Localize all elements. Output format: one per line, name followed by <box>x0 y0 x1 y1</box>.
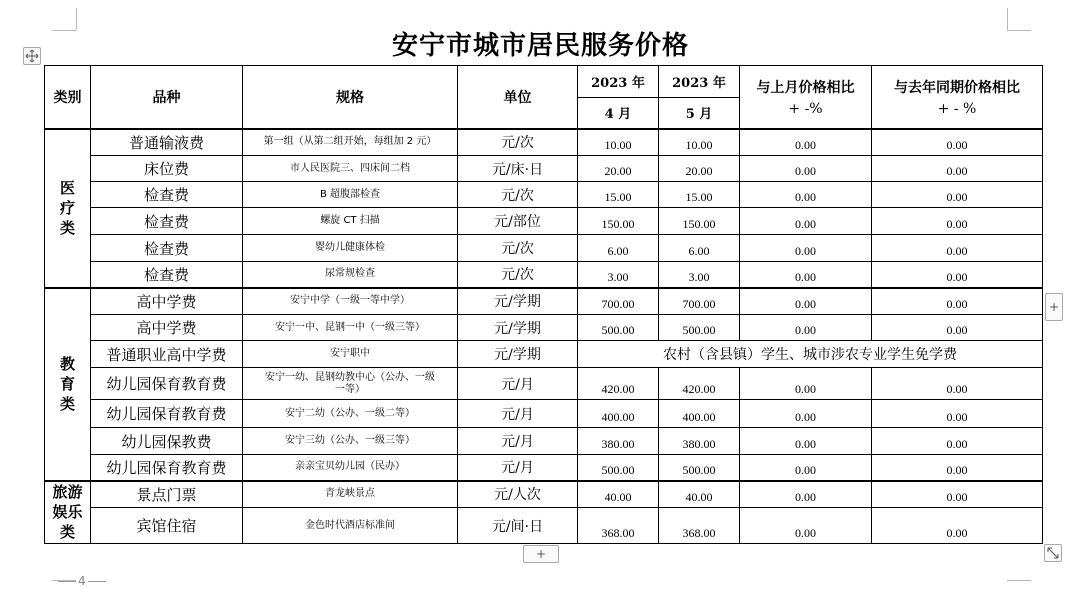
table-row <box>45 481 1043 508</box>
cell-yoy: 0.00 <box>872 235 1043 262</box>
table-row <box>45 508 1043 544</box>
cell-item: 高中学费 <box>91 315 243 341</box>
add-column-button[interactable]: + <box>1045 293 1063 321</box>
crop-mark-top-left-v <box>76 8 77 30</box>
cell-april: 368.00 <box>578 508 659 544</box>
cell-spec: 亲亲宝贝幼儿园（民办） <box>243 455 458 481</box>
cell-item: 检查费 <box>91 182 243 208</box>
cell-yoy: 0.00 <box>872 129 1043 156</box>
header-vs-last-month-line1: 与上月价格相比 <box>756 79 855 96</box>
cell-april: 150.00 <box>578 208 659 235</box>
cell-item: 检查费 <box>91 208 243 235</box>
cell-mom: 0.00 <box>740 315 872 341</box>
cell-may: 15.00 <box>659 182 740 208</box>
cell-yoy: 0.00 <box>872 156 1043 182</box>
cell-april: 500.00 <box>578 455 659 481</box>
cell-may: 700.00 <box>659 288 740 315</box>
table-row <box>45 288 1043 315</box>
page-title: 安宁市城市居民服务价格 <box>391 31 689 61</box>
cell-unit: 元/月 <box>458 455 578 481</box>
header-vs-last-month <box>740 66 872 129</box>
crop-mark-top-right-v <box>1007 8 1008 30</box>
cell-unit: 元/学期 <box>458 288 578 315</box>
cell-may: 6.00 <box>659 235 740 262</box>
cell-mom: 0.00 <box>740 400 872 428</box>
cell-yoy: 0.00 <box>872 315 1043 341</box>
cell-spec: B 超腹部检查 <box>243 182 458 208</box>
cell-april: 15.00 <box>578 182 659 208</box>
cell-april: 700.00 <box>578 288 659 315</box>
page-number-value: 4 <box>78 574 86 588</box>
page-number <box>58 574 106 588</box>
cell-mom: 0.00 <box>740 481 872 508</box>
cell-spec: 安宁一中、昆钢一中（一级三等） <box>243 315 458 341</box>
cell-mom: 0.00 <box>740 156 872 182</box>
cell-unit: 元/部位 <box>458 208 578 235</box>
table-row <box>45 315 1043 341</box>
header-month-may: 5 月 <box>659 98 740 129</box>
cell-spec: 婴幼儿健康体检 <box>243 235 458 262</box>
cell-april: 500.00 <box>578 315 659 341</box>
category-tourism <box>45 481 91 544</box>
cell-may: 20.00 <box>659 156 740 182</box>
cell-yoy: 0.00 <box>872 262 1043 288</box>
cell-mom: 0.00 <box>740 368 872 400</box>
table-row <box>45 368 1043 400</box>
header-month-april: 4 月 <box>578 98 659 129</box>
cell-may: 500.00 <box>659 455 740 481</box>
header-category: 类别 <box>45 66 91 129</box>
cell-may: 40.00 <box>659 481 740 508</box>
cell-spec: 螺旋 CT 扫描 <box>243 208 458 235</box>
category-medical-label: 医疗类 <box>59 179 75 237</box>
category-education-label: 教育类 <box>59 355 75 413</box>
cell-may: 368.00 <box>659 508 740 544</box>
add-row-button[interactable]: + <box>523 545 559 563</box>
cell-yoy: 0.00 <box>872 508 1043 544</box>
cell-unit: 元/次 <box>458 235 578 262</box>
cell-item: 幼儿园保育教育费 <box>91 455 243 481</box>
cell-spec: 市人民医院三、四床间二档 <box>243 156 458 182</box>
table-resize-handle[interactable] <box>1044 544 1062 562</box>
cell-mom: 0.00 <box>740 182 872 208</box>
cell-unit: 元/月 <box>458 428 578 455</box>
category-education <box>45 288 91 481</box>
cell-item: 普通职业高中学费 <box>91 341 243 368</box>
cell-spec: 安宁二幼（公办、一级二等） <box>243 400 458 428</box>
cell-unit: 元/学期 <box>458 341 578 368</box>
cell-item: 幼儿园保育教育费 <box>91 368 243 400</box>
cell-yoy: 0.00 <box>872 288 1043 315</box>
cell-spec: 第一组（从第二组开始，每组加 2 元） <box>243 129 458 156</box>
cell-may: 380.00 <box>659 428 740 455</box>
cell-item: 景点门票 <box>91 481 243 508</box>
cell-yoy: 0.00 <box>872 208 1043 235</box>
cell-mom: 0.00 <box>740 288 872 315</box>
cell-spec: 尿常规检查 <box>243 262 458 288</box>
cell-yoy: 0.00 <box>872 400 1043 428</box>
cell-april: 420.00 <box>578 368 659 400</box>
cell-item: 普通输液费 <box>91 129 243 156</box>
cell-may: 500.00 <box>659 315 740 341</box>
cell-may: 150.00 <box>659 208 740 235</box>
cell-mom: 0.00 <box>740 129 872 156</box>
page-number-line-left <box>58 581 76 582</box>
cell-item: 幼儿园保育教育费 <box>91 400 243 428</box>
cell-mom: 0.00 <box>740 262 872 288</box>
cell-april: 380.00 <box>578 428 659 455</box>
cell-april: 400.00 <box>578 400 659 428</box>
cell-mom: 0.00 <box>740 455 872 481</box>
header-vs-last-year <box>872 66 1043 129</box>
cell-yoy: 0.00 <box>872 182 1043 208</box>
table-row <box>45 341 1043 368</box>
cell-yoy: 0.00 <box>872 428 1043 455</box>
header-year-april: 2023 年 <box>578 66 659 98</box>
cell-item: 床位费 <box>91 156 243 182</box>
cell-unit: 元/月 <box>458 368 578 400</box>
cell-spec: 青龙峡景点 <box>243 481 458 508</box>
cell-april: 6.00 <box>578 235 659 262</box>
header-unit: 单位 <box>458 66 578 129</box>
price-table <box>44 65 1043 544</box>
table-row <box>45 129 1043 156</box>
cell-april: 40.00 <box>578 481 659 508</box>
header-spec: 规格 <box>243 66 458 129</box>
cell-may: 3.00 <box>659 262 740 288</box>
cell-april: 3.00 <box>578 262 659 288</box>
cell-spec: 安宁中学（一级一等中学） <box>243 288 458 315</box>
cell-may: 400.00 <box>659 400 740 428</box>
cell-note: 农村（含县镇）学生、城市涉农专业学生免学费 <box>578 341 1043 368</box>
cell-mom: 0.00 <box>740 428 872 455</box>
cell-unit: 元/间·日 <box>458 508 578 544</box>
cell-item: 检查费 <box>91 235 243 262</box>
cell-mom: 0.00 <box>740 208 872 235</box>
table-row <box>45 262 1043 288</box>
table-row <box>45 428 1043 455</box>
cell-spec: 金色时代酒店标准间 <box>243 508 458 544</box>
header-year-may: 2023 年 <box>659 66 740 98</box>
header-vs-last-year-line2: + - % <box>937 100 977 117</box>
cell-item: 检查费 <box>91 262 243 288</box>
cell-item: 宾馆住宿 <box>91 508 243 544</box>
category-medical <box>45 129 91 288</box>
cell-mom: 0.00 <box>740 235 872 262</box>
cell-item: 高中学费 <box>91 288 243 315</box>
cell-may: 420.00 <box>659 368 740 400</box>
cell-unit: 元/床·日 <box>458 156 578 182</box>
table-row <box>45 182 1043 208</box>
crop-mark-bottom-right-h <box>1007 580 1031 581</box>
page-number-line-right <box>88 581 106 582</box>
table-row <box>45 235 1043 262</box>
resize-diagonal-icon <box>1046 546 1060 560</box>
cell-unit: 元/学期 <box>458 315 578 341</box>
cell-spec: 安宁职中 <box>243 341 458 368</box>
cell-spec: 安宁一幼、昆钢幼教中心（公办、一级一等） <box>243 368 458 400</box>
cell-mom: 0.00 <box>740 508 872 544</box>
cell-april: 10.00 <box>578 129 659 156</box>
cell-yoy: 0.00 <box>872 455 1043 481</box>
cell-unit: 元/人次 <box>458 481 578 508</box>
header-item: 品种 <box>91 66 243 129</box>
table-row <box>45 400 1043 428</box>
cell-yoy: 0.00 <box>872 368 1043 400</box>
cell-yoy: 0.00 <box>872 481 1043 508</box>
cell-april: 20.00 <box>578 156 659 182</box>
cell-may: 10.00 <box>659 129 740 156</box>
category-tourism-label: 旅游娱乐类 <box>52 483 83 542</box>
cell-unit: 元/次 <box>458 129 578 156</box>
header-vs-last-month-line2: + -% <box>788 100 823 117</box>
table-row <box>45 208 1043 235</box>
table-row <box>45 156 1043 182</box>
cell-spec: 安宁三幼（公办、一级三等） <box>243 428 458 455</box>
cell-item: 幼儿园保教费 <box>91 428 243 455</box>
cell-unit: 元/次 <box>458 182 578 208</box>
header-vs-last-year-line1: 与去年同期价格相比 <box>894 79 1020 96</box>
cell-unit: 元/月 <box>458 400 578 428</box>
table-row <box>45 455 1043 481</box>
cell-unit: 元/次 <box>458 262 578 288</box>
